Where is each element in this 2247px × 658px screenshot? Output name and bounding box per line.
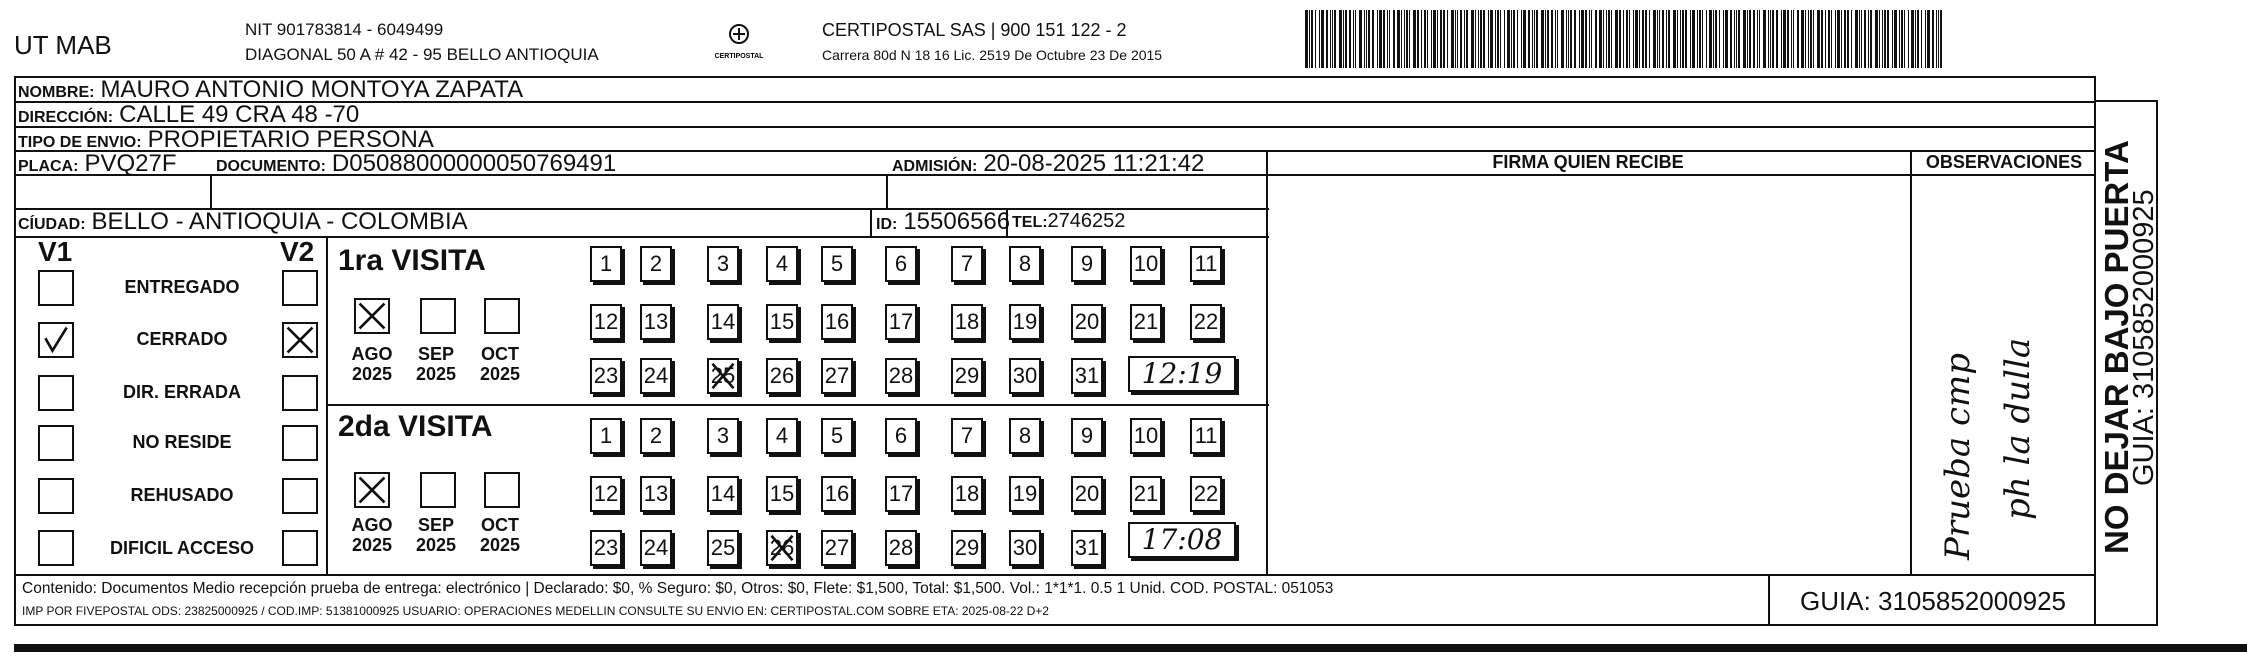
no-dejar-bajo-puerta: NO DEJAR BAJO PUERTA [2098, 140, 2135, 554]
status-option-entregado: ENTREGADO [124, 277, 240, 297]
status-option-no-reside: NO RESIDE [132, 432, 232, 452]
v1-checkbox-dir-errada[interactable] [38, 375, 74, 411]
visit2-day-1[interactable]: 1 [590, 418, 622, 454]
x-mark-icon [284, 324, 316, 356]
v1-checkbox-dificil-acceso[interactable] [38, 530, 74, 566]
visit2-day-14[interactable]: 14 [707, 476, 739, 512]
v2-checkbox-cerrado[interactable] [282, 322, 318, 358]
observaciones-handwriting-line2: ph la dulla [1998, 337, 2038, 520]
visit2-day-30[interactable]: 30 [1009, 530, 1041, 566]
visit1-month-sep: SEP 2025 [415, 344, 457, 384]
visit1-day-20[interactable]: 20 [1071, 304, 1103, 340]
ciudad-value: BELLO - ANTIOQUIA - COLOMBIA [91, 208, 468, 235]
carrier-name: CERTIPOSTAL SAS | 900 151 122 - 2 [822, 20, 1127, 40]
visit2-day-29[interactable]: 29 [951, 530, 983, 566]
v1-label: V1 [38, 236, 73, 267]
visit1-time: 12:19 [1141, 357, 1223, 390]
x-mark-icon [709, 360, 737, 392]
visit2-day-6[interactable]: 6 [885, 418, 917, 454]
documento-field: DOCUMENTO: D05088000000050769491 [216, 150, 617, 177]
visit1-time-box[interactable] [1128, 356, 1236, 392]
observaciones-header: OBSERVACIONES [1925, 152, 2083, 172]
carrier-license: Carrera 80d N 18 16 Lic. 2519 De Octubre 23 De 2015 [822, 47, 1163, 63]
v2-checkbox-entregado[interactable] [282, 270, 318, 306]
visit1-day-23[interactable]: 23 [590, 358, 622, 394]
visit2-day-8[interactable]: 8 [1009, 418, 1041, 454]
tipo-field: TIPO DE ENVIO: PROPIETARIO PERSONA [18, 126, 434, 153]
admision-field: ADMISIÓN: 20-08-2025 11:21:42 [892, 150, 1205, 177]
visit1-month-ago: AGO 2025 [351, 344, 393, 384]
company-name: UT MAB [14, 30, 112, 60]
visit1-day-27[interactable]: 27 [821, 358, 853, 394]
visit1-day-12[interactable]: 12 [590, 304, 622, 340]
documento-value: D05088000000050769491 [331, 150, 617, 177]
company-address: DIAGONAL 50 A # 42 - 95 BELLO ANTIOQUIA [245, 45, 599, 64]
status-option-dificil-acceso: DIFICIL ACCESO [109, 538, 254, 558]
v2-checkbox-dir-errada[interactable] [282, 375, 318, 411]
visit2-month-checkbox-ago[interactable] [354, 472, 390, 508]
visit2-day-16[interactable]: 16 [821, 476, 853, 512]
visit1-day-28[interactable]: 28 [885, 358, 917, 394]
visit2-month-sep: SEP 2025 [415, 515, 457, 555]
visit1-day-4[interactable]: 4 [766, 246, 798, 282]
footer-guia: GUIA: 3105852000925 [1800, 586, 2066, 616]
visit1-day-29[interactable]: 29 [951, 358, 983, 394]
svg-text:CERTIPOSTAL: CERTIPOSTAL [714, 53, 764, 60]
visit1-day-2[interactable]: 2 [640, 246, 672, 282]
visit1-month-checkbox-ago[interactable] [354, 298, 390, 334]
visit2-day-5[interactable]: 5 [821, 418, 853, 454]
visit1-day-15[interactable]: 15 [766, 304, 798, 340]
admision-value: 20-08-2025 11:21:42 [983, 150, 1205, 177]
visit1-day-13[interactable]: 13 [640, 304, 672, 340]
visit1-day-6[interactable]: 6 [885, 246, 917, 282]
visit2-day-10[interactable]: 10 [1130, 418, 1162, 454]
status-option-rehusado: REHUSADO [130, 485, 234, 505]
visit2-day-24[interactable]: 24 [640, 530, 672, 566]
visit2-day-9[interactable]: 9 [1071, 418, 1103, 454]
visit2-day-19[interactable]: 19 [1009, 476, 1041, 512]
visit2-day-12[interactable]: 12 [590, 476, 622, 512]
id-value: 15506566 [903, 208, 1011, 235]
v2-label: V2 [280, 236, 315, 267]
side-guia: GUIA: 3105852000925 [2128, 189, 2160, 486]
nombre-field: NOMBRE: MAURO ANTONIO MONTOYA ZAPATA [18, 76, 524, 103]
visit1-day-9[interactable]: 9 [1071, 246, 1103, 282]
id-field: ID: 15506566 [876, 208, 1011, 235]
visit1-day-5[interactable]: 5 [821, 246, 853, 282]
x-mark-icon [356, 474, 388, 506]
visit2-day-11[interactable]: 11 [1190, 418, 1222, 454]
status-option-cerrado: CERRADO [136, 329, 228, 349]
visit1-day-25[interactable]: 25 [707, 358, 739, 394]
bottom-rule [14, 644, 2247, 652]
visit1-day-1[interactable]: 1 [590, 246, 622, 282]
barcode [1305, 10, 1945, 68]
observaciones-handwriting-line1: Prueba cmp [1938, 352, 1978, 560]
check-mark-icon [40, 324, 72, 356]
visit2-day-20[interactable]: 20 [1071, 476, 1103, 512]
x-mark-icon [356, 300, 388, 332]
visit2-day-18[interactable]: 18 [951, 476, 983, 512]
visit1-day-18[interactable]: 18 [951, 304, 983, 340]
visit2-day-31[interactable]: 31 [1071, 530, 1103, 566]
placa-value: PVQ27F [84, 150, 177, 177]
visit1-day-30[interactable]: 30 [1009, 358, 1041, 394]
visit2-month-checkbox-sep[interactable] [420, 472, 456, 508]
placa-field: PLACA: PVQ27F [18, 150, 177, 177]
v1-checkbox-cerrado[interactable] [38, 322, 74, 358]
visit2-time: 17:08 [1141, 523, 1223, 556]
visit1-day-22[interactable]: 22 [1190, 304, 1222, 340]
visit2-day-26[interactable]: 26 [766, 530, 798, 566]
v2-checkbox-dificil-acceso[interactable] [282, 530, 318, 566]
footer-contenido: Contenido: Documentos Medio recepción prueba de entrega: electrónico | Declarado: $0, % Seguro: $0, Otros: $0, Flete: $1,500, Total: $1,500. Vol.: 1*1*1. 0.5 1 Unid. COD. POSTAL: 051053 [22, 580, 1334, 597]
visit1-day-3[interactable]: 3 [707, 246, 739, 282]
visit2-day-4[interactable]: 4 [766, 418, 798, 454]
visit1-day-21[interactable]: 21 [1130, 304, 1162, 340]
v2-checkbox-rehusado[interactable] [282, 478, 318, 514]
visit1-month-checkbox-oct[interactable] [484, 298, 520, 334]
direccion-value: CALLE 49 CRA 48 -70 [119, 101, 360, 128]
v1-checkbox-no-reside[interactable] [38, 425, 74, 461]
visit2-day-23[interactable]: 23 [590, 530, 622, 566]
visit1-day-17[interactable]: 17 [885, 304, 917, 340]
visit1-day-14[interactable]: 14 [707, 304, 739, 340]
visit2-day-22[interactable]: 22 [1190, 476, 1222, 512]
visit2-time-box[interactable] [1128, 522, 1236, 558]
tel-field: TEL: 2746252 [1012, 210, 1126, 232]
visit1-day-31[interactable]: 31 [1071, 358, 1103, 394]
visit1-day-8[interactable]: 8 [1009, 246, 1041, 282]
visit2-day-7[interactable]: 7 [951, 418, 983, 454]
tel-value: 2746252 [1047, 210, 1126, 232]
visit1-day-10[interactable]: 10 [1130, 246, 1162, 282]
v1-checkbox-entregado[interactable] [38, 270, 74, 306]
visit1-month-checkbox-sep[interactable] [420, 298, 456, 334]
visit2-day-2[interactable]: 2 [640, 418, 672, 454]
visit2-day-3[interactable]: 3 [707, 418, 739, 454]
visit2-day-27[interactable]: 27 [821, 530, 853, 566]
visit2-day-17[interactable]: 17 [885, 476, 917, 512]
v1-checkbox-rehusado[interactable] [38, 478, 74, 514]
visit1-day-26[interactable]: 26 [766, 358, 798, 394]
visit1-day-11[interactable]: 11 [1190, 246, 1222, 282]
footer-imp: IMP POR FIVEPOSTAL ODS: 23825000925 / COD.IMP: 51381000925 USUARIO: OPERACIONES MEDELLIN CONSULTE SU ENVIO EN: CERTIPOSTAL.COM SOBRE ETA: 2025-08-22 D+2 [22, 604, 1049, 618]
company-nit: NIT 901783814 - 6049499 [245, 20, 444, 39]
x-mark-icon [768, 532, 796, 564]
visit2-month-checkbox-oct[interactable] [484, 472, 520, 508]
visit2-day-25[interactable]: 25 [707, 530, 739, 566]
ciudad-field: CÍUDAD: BELLO - ANTIOQUIA - COLOMBIA [18, 208, 468, 235]
visit1-day-7[interactable]: 7 [951, 246, 983, 282]
tipo-value: PROPIETARIO PERSONA [147, 126, 434, 153]
visit2-day-13[interactable]: 13 [640, 476, 672, 512]
certipostal-logo [708, 22, 770, 62]
visit2-day-21[interactable]: 21 [1130, 476, 1162, 512]
visit1-month-oct: OCT 2025 [479, 344, 521, 384]
visit2-day-15[interactable]: 15 [766, 476, 798, 512]
visit2-title: 2da VISITA [338, 410, 493, 443]
visit1-day-16[interactable]: 16 [821, 304, 853, 340]
visit1-day-24[interactable]: 24 [640, 358, 672, 394]
visit2-day-28[interactable]: 28 [885, 530, 917, 566]
status-option-dir-errada: DIR. ERRADA [122, 382, 241, 402]
visit1-day-19[interactable]: 19 [1009, 304, 1041, 340]
firma-header: FIRMA QUIEN RECIBE [1492, 152, 1684, 172]
direccion-field: DIRECCIÓN: CALLE 49 CRA 48 -70 [18, 101, 360, 128]
nombre-value: MAURO ANTONIO MONTOYA ZAPATA [100, 76, 524, 103]
visit1-title: 1ra VISITA [338, 244, 486, 277]
v2-checkbox-no-reside[interactable] [282, 425, 318, 461]
visit2-month-oct: OCT 2025 [479, 515, 521, 555]
visit2-month-ago: AGO 2025 [351, 515, 393, 555]
